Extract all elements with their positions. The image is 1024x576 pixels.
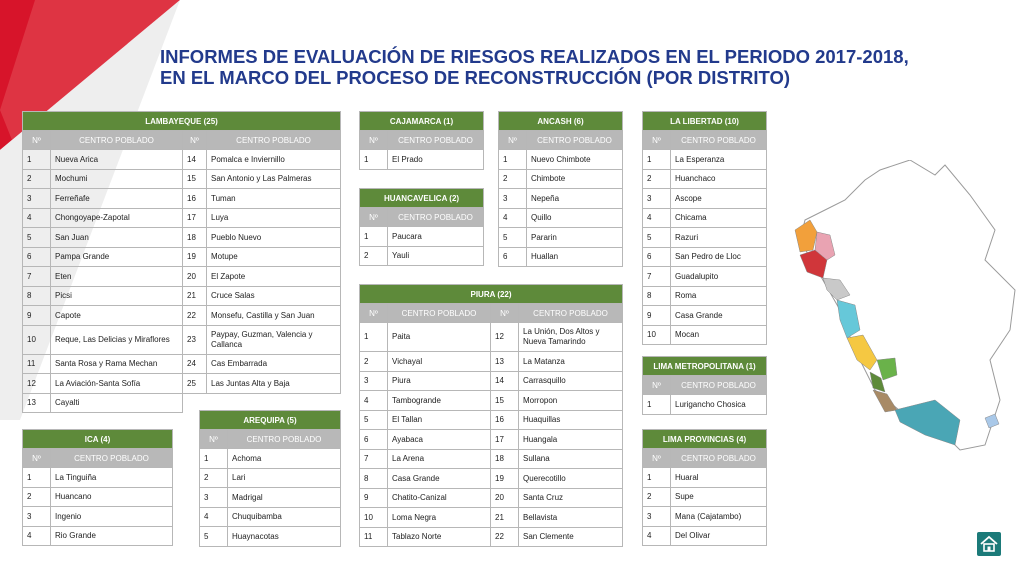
table-row — [360, 488, 623, 508]
cell-place: Casa Grande — [388, 469, 491, 489]
cell-number: 2 — [23, 169, 51, 189]
cell-place: Eten — [51, 267, 183, 287]
cell-place: Lari — [228, 468, 341, 488]
table-row — [360, 469, 623, 489]
cell-place: La Aviación-Santa Sofía — [51, 374, 183, 394]
cell-number: 7 — [643, 267, 671, 287]
lima-provincias-table — [642, 429, 767, 546]
cell-number: 19 — [491, 469, 519, 489]
cell-number: 5 — [23, 228, 51, 248]
table-row — [360, 227, 484, 247]
cell-number: 18 — [183, 228, 207, 248]
table-row — [499, 228, 623, 248]
table-row — [360, 371, 623, 391]
cell-place: Tambogrande — [388, 391, 491, 411]
cell-number: 7 — [360, 449, 388, 469]
cell-place: Piura — [388, 371, 491, 391]
lambayeque-table — [22, 111, 341, 413]
table-row — [200, 527, 341, 547]
cell-place: Chatito-Canizal — [388, 488, 491, 508]
cell-number: 5 — [643, 228, 671, 248]
cell-number: 18 — [491, 449, 519, 469]
home-button[interactable] — [977, 532, 1001, 556]
cell-place: Santa Rosa y Rama Mechan — [51, 354, 183, 374]
cell-number: 2 — [200, 468, 228, 488]
table-row — [360, 508, 623, 528]
cell-number: 6 — [643, 247, 671, 267]
column-header: CENTRO POBLADO — [527, 131, 623, 150]
column-header: CENTRO POBLADO — [388, 131, 484, 150]
cell-number: 5 — [200, 527, 228, 547]
table-row — [23, 169, 341, 189]
cell-number: 1 — [643, 150, 671, 170]
table-row — [499, 208, 623, 228]
table-row — [643, 526, 767, 546]
cell-number: 1 — [360, 227, 388, 247]
table-row — [23, 526, 173, 546]
cell-number: 1 — [499, 150, 527, 170]
table-caption: ICA (4) — [23, 430, 173, 449]
column-header: Nº — [360, 304, 388, 323]
column-header: CENTRO POBLADO — [388, 304, 491, 323]
cell-place: Bellavista — [519, 508, 623, 528]
huancavelica-table — [359, 188, 484, 266]
cell-number: 1 — [360, 323, 388, 352]
cell-place: Nepeña — [527, 189, 623, 209]
cell-place: Mocan — [671, 325, 767, 345]
cell-place: Lurigancho Chosica — [671, 395, 767, 415]
cell-number: 21 — [183, 286, 207, 306]
cell-number: 12 — [23, 374, 51, 394]
cell-place: Querecotillo — [519, 469, 623, 489]
table-row — [499, 189, 623, 209]
column-header: CENTRO POBLADO — [671, 449, 767, 468]
cell-place: La Esperanza — [671, 150, 767, 170]
cell-number: 5 — [499, 228, 527, 248]
cell-place: Sullana — [519, 449, 623, 469]
cell-number: 20 — [491, 488, 519, 508]
table-row — [643, 395, 767, 415]
table-row — [23, 247, 341, 267]
cell-place: Mana (Cajatambo) — [671, 507, 767, 527]
column-header: Nº — [499, 131, 527, 150]
table-row — [643, 487, 767, 507]
cell-place: Ingenio — [51, 507, 173, 527]
column-header: CENTRO POBLADO — [388, 208, 484, 227]
cell-place: San Clemente — [519, 527, 623, 547]
column-header: CENTRO POBLADO — [228, 430, 341, 449]
cell-number: 19 — [183, 247, 207, 267]
cell-number: 3 — [23, 189, 51, 209]
table-row — [23, 354, 341, 374]
table-row — [643, 507, 767, 527]
cell-number: 22 — [491, 527, 519, 547]
cell-place: Cayalti — [51, 393, 183, 413]
cell-number: 2 — [360, 246, 388, 266]
table-row — [360, 430, 623, 450]
cell-place: Reque, Las Delicias y Miraflores — [51, 325, 183, 354]
table-caption: AREQUIPA (5) — [200, 411, 341, 430]
cell-place: Chuquibamba — [228, 507, 341, 527]
cell-number: 7 — [23, 267, 51, 287]
cell-place: Paucara — [388, 227, 484, 247]
cell-number: 2 — [643, 169, 671, 189]
table-row — [643, 267, 767, 287]
cell-number: 10 — [23, 325, 51, 354]
ancash-table — [498, 111, 623, 267]
cajamarca-table — [359, 111, 484, 170]
cell-place: Cruce Salas — [207, 286, 341, 306]
cell-place: Pueblo Nuevo — [207, 228, 341, 248]
table-row — [643, 189, 767, 209]
cell-place: La Unión, Dos Altos y Nueva Tamarindo — [519, 323, 623, 352]
cell-number: 13 — [23, 393, 51, 413]
column-header: CENTRO POBLADO — [51, 449, 173, 468]
table-row — [643, 286, 767, 306]
cell-number: 3 — [643, 189, 671, 209]
cell-place: La Arena — [388, 449, 491, 469]
cell-place: Huaquillas — [519, 410, 623, 430]
table-caption: LIMA PROVINCIAS (4) — [643, 430, 767, 449]
table-row — [23, 228, 341, 248]
cell-place: Chongoyape-Zapotal — [51, 208, 183, 228]
cell-number: 25 — [183, 374, 207, 394]
table-row — [200, 507, 341, 527]
cell-number: 4 — [643, 208, 671, 228]
table-row — [643, 468, 767, 488]
lima-metropolitana-table — [642, 356, 767, 415]
cell-place: Carrasquillo — [519, 371, 623, 391]
cell-number: 2 — [643, 487, 671, 507]
table-row — [23, 208, 341, 228]
cell-place: Cas Embarrada — [207, 354, 341, 374]
cell-place: Las Juntas Alta y Baja — [207, 374, 341, 394]
table-row — [23, 267, 341, 287]
cell-place: Razuri — [671, 228, 767, 248]
column-header: CENTRO POBLADO — [671, 376, 767, 395]
column-header: Nº — [643, 376, 671, 395]
table-row — [499, 247, 623, 267]
cell-place: Huanchaco — [671, 169, 767, 189]
cell-number: 4 — [200, 507, 228, 527]
cell-number: 4 — [23, 526, 51, 546]
cell-number: 3 — [499, 189, 527, 209]
column-header: Nº — [183, 131, 207, 150]
table-row — [643, 325, 767, 345]
table-row — [499, 150, 623, 170]
cell-place: Paypay, Guzman, Valencia y Callanca — [207, 325, 341, 354]
cell-number: 1 — [643, 395, 671, 415]
cell-number: 16 — [183, 189, 207, 209]
column-header: CENTRO POBLADO — [519, 304, 623, 323]
table-caption: CAJAMARCA (1) — [360, 112, 484, 131]
cell-number: 2 — [23, 487, 51, 507]
column-header: Nº — [643, 449, 671, 468]
cell-place: Picsi — [51, 286, 183, 306]
cell-place: Loma Negra — [388, 508, 491, 528]
cell-place: Morropon — [519, 391, 623, 411]
cell-place: San Juan — [51, 228, 183, 248]
ica-table — [22, 429, 173, 546]
table-row — [23, 325, 341, 354]
cell-place: Luya — [207, 208, 341, 228]
cell-number: 1 — [360, 150, 388, 170]
cell-number: 8 — [23, 286, 51, 306]
cell-number: 3 — [360, 371, 388, 391]
cell-number: 15 — [491, 391, 519, 411]
cell-number: 13 — [491, 352, 519, 372]
cell-place: Huancano — [51, 487, 173, 507]
la-libertad-table — [642, 111, 767, 345]
cell-place: Nueva Arica — [51, 150, 183, 170]
cell-number: 1 — [643, 468, 671, 488]
column-header: Nº — [360, 208, 388, 227]
cell-number: 3 — [200, 488, 228, 508]
column-header: Nº — [491, 304, 519, 323]
cell-place: Achoma — [228, 449, 341, 469]
cell-number: 4 — [23, 208, 51, 228]
cell-number: 3 — [23, 507, 51, 527]
cell-number: 10 — [643, 325, 671, 345]
column-header: Nº — [23, 449, 51, 468]
cell-number: 22 — [183, 306, 207, 326]
column-header: Nº — [360, 131, 388, 150]
cell-place: El Zapote — [207, 267, 341, 287]
table-row — [23, 150, 341, 170]
cell-place: Chimbote — [527, 169, 623, 189]
table-row — [643, 228, 767, 248]
table-caption: LA LIBERTAD (10) — [643, 112, 767, 131]
cell-place: Yauli — [388, 246, 484, 266]
cell-place: San Antonio y Las Palmeras — [207, 169, 341, 189]
cell-number: 1 — [200, 449, 228, 469]
table-row — [360, 449, 623, 469]
cell-place: San Pedro de Lloc — [671, 247, 767, 267]
table-row — [643, 208, 767, 228]
cell-number: 6 — [360, 430, 388, 450]
cell-place: Ascope — [671, 189, 767, 209]
table-row — [23, 487, 173, 507]
cell-number: 3 — [643, 507, 671, 527]
cell-number: 21 — [491, 508, 519, 528]
cell-place: El Prado — [388, 150, 484, 170]
cell-place: Huaynacotas — [228, 527, 341, 547]
table-row — [200, 488, 341, 508]
table-row — [643, 247, 767, 267]
table-row — [23, 507, 173, 527]
cell-place: Pampa Grande — [51, 247, 183, 267]
table-row — [360, 352, 623, 372]
table-row — [643, 150, 767, 170]
column-header: Nº — [643, 131, 671, 150]
home-icon — [977, 532, 1001, 556]
cell-number: 6 — [499, 247, 527, 267]
cell-place: Rio Grande — [51, 526, 173, 546]
cell-place: Santa Cruz — [519, 488, 623, 508]
table-caption: ANCASH (6) — [499, 112, 623, 131]
cell-place: Tuman — [207, 189, 341, 209]
cell-place: Monsefu, Castilla y San Juan — [207, 306, 341, 326]
table-caption: PIURA (22) — [360, 285, 623, 304]
cell-place: Pomalca e Inviernillo — [207, 150, 341, 170]
cell-number: 1 — [23, 150, 51, 170]
cell-place: Pararin — [527, 228, 623, 248]
cell-number: 9 — [643, 306, 671, 326]
cell-place: Huaral — [671, 468, 767, 488]
table-caption: LIMA METROPOLITANA (1) — [643, 357, 767, 376]
table-row — [23, 468, 173, 488]
table-row — [643, 306, 767, 326]
cell-number: 14 — [491, 371, 519, 391]
table-row — [23, 374, 341, 394]
cell-number: 5 — [360, 410, 388, 430]
cell-number: 1 — [23, 468, 51, 488]
cell-place: Paita — [388, 323, 491, 352]
table-row — [360, 246, 484, 266]
column-header: Nº — [23, 131, 51, 150]
table-caption: LAMBAYEQUE (25) — [23, 112, 341, 131]
table-row — [360, 323, 623, 352]
cell-place: La Matanza — [519, 352, 623, 372]
cell-number: 8 — [360, 469, 388, 489]
cell-place: Tablazo Norte — [388, 527, 491, 547]
cell-place: Casa Grande — [671, 306, 767, 326]
cell-place: Chicama — [671, 208, 767, 228]
cell-place: Nuevo Chimbote — [527, 150, 623, 170]
cell-number: 9 — [360, 488, 388, 508]
cell-place: Ferreñafe — [51, 189, 183, 209]
cell-place: Quillo — [527, 208, 623, 228]
cell-place: Motupe — [207, 247, 341, 267]
cell-number: 17 — [183, 208, 207, 228]
page-title — [160, 46, 1000, 88]
cell-number: 8 — [643, 286, 671, 306]
cell-number: 10 — [360, 508, 388, 528]
cell-place: Vichayal — [388, 352, 491, 372]
table-row — [360, 391, 623, 411]
cell-number: 14 — [183, 150, 207, 170]
column-header: CENTRO POBLADO — [51, 131, 183, 150]
table-row — [23, 306, 341, 326]
column-header: CENTRO POBLADO — [671, 131, 767, 150]
cell-place: Huallan — [527, 247, 623, 267]
cell-number: 24 — [183, 354, 207, 374]
title-line-2: EN EL MARCO DEL PROCESO DE RECONSTRUCCIÓN (POR DISTRITO) — [160, 67, 791, 88]
cell-number: 2 — [360, 352, 388, 372]
column-header: Nº — [200, 430, 228, 449]
cell-number: 2 — [499, 169, 527, 189]
table-row — [23, 189, 341, 209]
table-row — [23, 286, 341, 306]
table-row — [360, 527, 623, 547]
cell-number: 11 — [360, 527, 388, 547]
cell-number: 20 — [183, 267, 207, 287]
title-line-1: INFORMES DE EVALUACIÓN DE RIESGOS REALIZADOS EN EL PERIODO 2017-2018, — [160, 46, 909, 67]
cell-place: Madrigal — [228, 488, 341, 508]
cell-place: La Tinguiña — [51, 468, 173, 488]
table-row — [360, 410, 623, 430]
cell-place: Supe — [671, 487, 767, 507]
cell-number: 9 — [23, 306, 51, 326]
cell-number: 4 — [360, 391, 388, 411]
cell-place: El Tallan — [388, 410, 491, 430]
arequipa-table — [199, 410, 341, 547]
cell-place: Mochumi — [51, 169, 183, 189]
cell-number: 12 — [491, 323, 519, 352]
cell-place: Ayabaca — [388, 430, 491, 450]
cell-number: 23 — [183, 325, 207, 354]
cell-number: 4 — [643, 526, 671, 546]
table-row — [499, 169, 623, 189]
peru-map-icon — [785, 160, 1024, 470]
cell-number: 17 — [491, 430, 519, 450]
cell-place: Huangala — [519, 430, 623, 450]
table-row — [200, 449, 341, 469]
table-row — [643, 169, 767, 189]
cell-number: 6 — [23, 247, 51, 267]
cell-place: Del Olivar — [671, 526, 767, 546]
cell-number: 4 — [499, 208, 527, 228]
table-row — [360, 150, 484, 170]
cell-number: 15 — [183, 169, 207, 189]
table-row — [200, 468, 341, 488]
column-header: CENTRO POBLADO — [207, 131, 341, 150]
cell-place: Guadalupito — [671, 267, 767, 287]
cell-place: Roma — [671, 286, 767, 306]
piura-table — [359, 284, 623, 547]
cell-number: 11 — [23, 354, 51, 374]
table-caption: HUANCAVELICA (2) — [360, 189, 484, 208]
cell-place: Capote — [51, 306, 183, 326]
cell-number: 16 — [491, 410, 519, 430]
